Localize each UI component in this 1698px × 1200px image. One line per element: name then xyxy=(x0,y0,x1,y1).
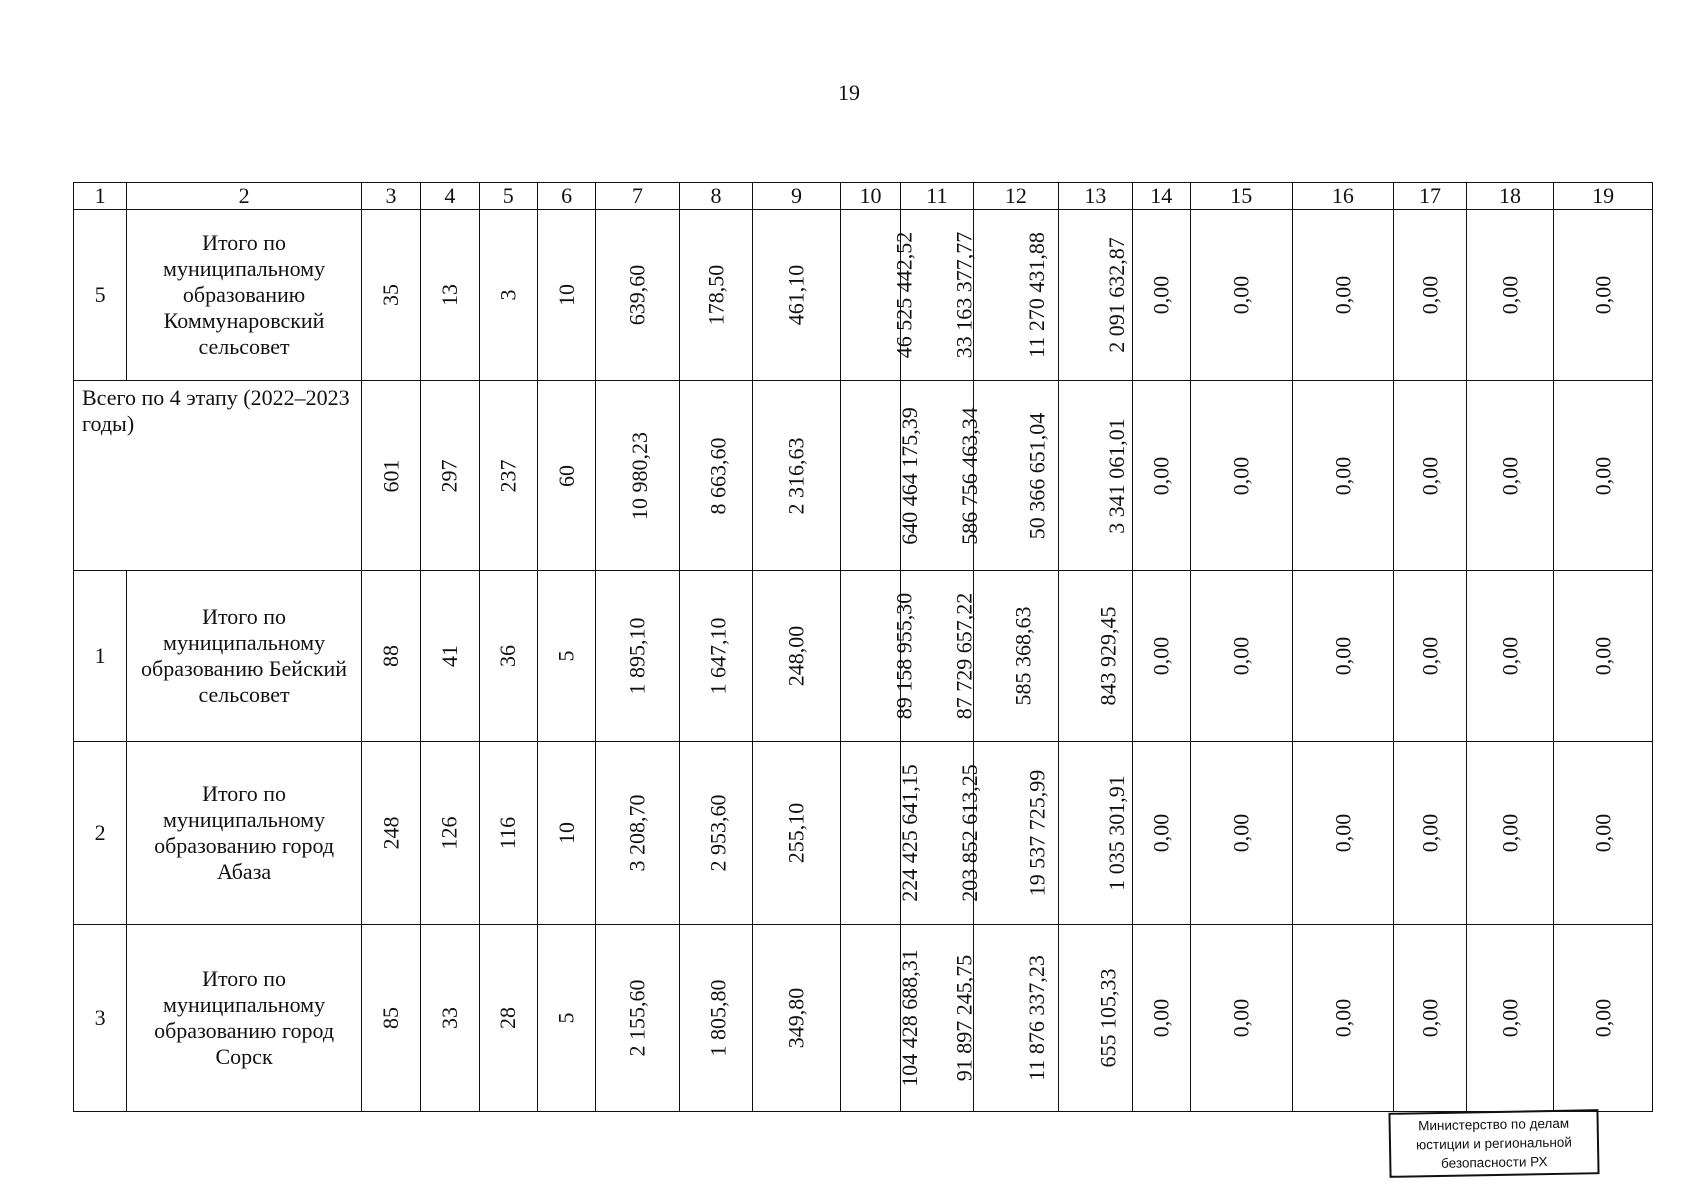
value-cell xyxy=(1292,925,1394,1112)
cell-value: 639,60 xyxy=(624,264,650,326)
column-header: 17 xyxy=(1394,183,1466,210)
column-header: 18 xyxy=(1466,183,1554,210)
value-cell xyxy=(361,571,420,742)
cell-value: 1 647,10 xyxy=(705,617,731,695)
cell-value: 33 xyxy=(436,1007,462,1029)
value-cell xyxy=(1059,381,1132,571)
value-cell xyxy=(1190,210,1292,381)
value-cell xyxy=(421,571,479,742)
cell-value: 349,80 xyxy=(783,987,809,1049)
value-cell xyxy=(753,381,841,571)
column-header: 13 xyxy=(1059,183,1132,210)
cell-value: 0,00 xyxy=(1228,456,1254,495)
row-number: 5 xyxy=(74,210,127,381)
cell-value: 0,00 xyxy=(1228,813,1254,853)
ministry-stamp xyxy=(1388,1109,1599,1178)
cell-value: 224 425 641,15 xyxy=(896,764,922,902)
column-header: 9 xyxy=(753,183,841,210)
cell-value: 461,10 xyxy=(783,264,809,326)
column-header: 6 xyxy=(537,183,595,210)
cell-value: 116 xyxy=(495,816,521,850)
cell-value: 60 xyxy=(553,464,579,487)
cell-value: 41 xyxy=(436,645,462,667)
cell-value: 89 158 955,30 xyxy=(891,592,917,720)
cell-value: 178,50 xyxy=(703,264,728,326)
row-number: 2 xyxy=(74,742,127,925)
value-cell xyxy=(1292,742,1394,925)
value-cell xyxy=(1466,742,1554,925)
value-cell xyxy=(537,210,595,381)
value-cell xyxy=(361,742,420,925)
cell-value: 0,00 xyxy=(1416,813,1442,853)
value-cell xyxy=(1190,925,1292,1112)
cell-value: 0,00 xyxy=(1228,636,1254,676)
table-row xyxy=(74,925,1653,1112)
value-cell xyxy=(1190,571,1292,742)
cell-value: 2 316,63 xyxy=(783,437,809,514)
cell-value: 0,00 xyxy=(1496,998,1522,1038)
value-cell xyxy=(973,210,1059,381)
row-name: Всего по 4 этапу (2022–2023 годы) xyxy=(74,381,362,571)
column-header: 11 xyxy=(901,183,973,210)
cell-value: 0,00 xyxy=(1590,636,1616,676)
cell-value: 585 368,63 xyxy=(1010,606,1036,706)
cell-value: 0,00 xyxy=(1329,998,1355,1038)
cell-value: 0,00 xyxy=(1329,275,1355,315)
cell-value: 33 163 377,77 xyxy=(951,231,977,359)
cell-value: 88 xyxy=(378,645,403,667)
value-cell xyxy=(1292,381,1394,571)
value-cell xyxy=(840,742,922,925)
cell-value: 0,00 xyxy=(1329,456,1355,495)
cell-value: 5 xyxy=(553,1012,579,1024)
value-cell xyxy=(973,742,1059,925)
value-cell xyxy=(679,210,752,381)
cell-value: 11 876 337,23 xyxy=(1023,955,1049,1081)
cell-value: 1 035 301,91 xyxy=(1103,775,1129,891)
cell-value: 0,00 xyxy=(1148,636,1174,676)
value-cell xyxy=(361,381,420,571)
page-number: 19 xyxy=(838,80,860,105)
column-header: 2 xyxy=(127,183,361,210)
cell-value: 0,00 xyxy=(1148,813,1174,853)
value-cell xyxy=(1292,571,1394,742)
value-cell xyxy=(1059,925,1132,1112)
column-header: 8 xyxy=(679,183,752,210)
value-cell xyxy=(1394,742,1466,925)
value-cell xyxy=(596,210,680,381)
cell-value: 36 xyxy=(495,645,521,667)
value-cell xyxy=(421,210,479,381)
stamp-line: юстиции и региональной xyxy=(1415,1134,1573,1153)
column-header: 10 xyxy=(840,183,900,210)
value-cell xyxy=(1394,925,1466,1112)
column-header: 15 xyxy=(1190,183,1292,210)
row-name: Итого по муниципальному образованию Бейский сельсовет xyxy=(127,571,361,742)
stamp-line: безопасности РХ xyxy=(1440,1154,1548,1171)
cell-value: 248 xyxy=(378,816,403,850)
cell-value: 0,00 xyxy=(1416,456,1442,495)
cell-value: 10 xyxy=(553,284,579,306)
cell-value: 5 xyxy=(553,650,579,662)
cell-value: 0,00 xyxy=(1590,275,1616,315)
cell-value: 0,00 xyxy=(1148,998,1174,1038)
cell-value: 0,00 xyxy=(1590,456,1616,495)
column-header: 5 xyxy=(479,183,537,210)
cell-value: 91 897 245,75 xyxy=(951,954,977,1082)
cell-value: 10 xyxy=(553,822,579,844)
column-header: 19 xyxy=(1554,183,1653,210)
value-cell xyxy=(679,381,752,571)
cell-value: 1 805,80 xyxy=(705,979,731,1057)
cell-value: 2 155,60 xyxy=(624,979,650,1057)
value-cell xyxy=(1190,381,1292,571)
value-cell xyxy=(1554,742,1653,925)
cell-value: 19 537 725,99 xyxy=(1023,769,1049,897)
value-cell xyxy=(679,571,752,742)
value-cell xyxy=(361,210,420,381)
row-name: Итого по муниципальному образованию Коммунаровский сельсовет xyxy=(127,210,361,381)
cell-value: 126 xyxy=(436,816,462,850)
row-name: Итого по муниципальному образованию город Абаза xyxy=(127,742,361,925)
header-row xyxy=(74,183,1653,210)
value-cell xyxy=(596,381,680,571)
value-cell xyxy=(537,571,595,742)
value-cell xyxy=(1554,381,1653,571)
cell-value: 104 428 688,31 xyxy=(896,949,922,1087)
cell-value: 0,00 xyxy=(1590,813,1616,853)
cell-value: 843 929,45 xyxy=(1095,606,1121,706)
value-cell xyxy=(753,742,841,925)
value-cell xyxy=(479,571,537,742)
cell-value: 50 366 651,04 xyxy=(1023,412,1049,539)
value-cell xyxy=(1554,571,1653,742)
value-cell xyxy=(596,742,680,925)
table-row xyxy=(74,742,1653,925)
cell-value: 203 852 613,25 xyxy=(956,764,982,902)
cell-value: 0,00 xyxy=(1329,813,1355,853)
cell-value: 2 953,60 xyxy=(705,794,731,872)
cell-value: 0,00 xyxy=(1496,456,1522,495)
column-header: 7 xyxy=(596,183,680,210)
cell-value: 655 105,33 xyxy=(1095,968,1121,1068)
cell-value: 85 xyxy=(378,1007,403,1029)
cell-value: 1 895,10 xyxy=(624,617,650,695)
cell-value: 0,00 xyxy=(1416,636,1442,676)
value-cell xyxy=(1132,571,1190,742)
table-row xyxy=(74,571,1653,742)
cell-value: 13 xyxy=(436,284,462,306)
cell-value: 10 980,23 xyxy=(627,431,653,520)
value-cell xyxy=(1394,571,1466,742)
cell-value: 0,00 xyxy=(1228,275,1254,315)
value-cell xyxy=(1132,210,1190,381)
value-cell xyxy=(840,381,922,571)
value-cell xyxy=(753,925,841,1112)
value-cell xyxy=(421,742,479,925)
cell-value: 0,00 xyxy=(1590,998,1616,1038)
value-cell xyxy=(537,742,595,925)
cell-value: 255,10 xyxy=(783,802,809,864)
value-cell xyxy=(421,925,479,1112)
value-cell xyxy=(1059,210,1132,381)
cell-value: 0,00 xyxy=(1496,636,1522,676)
column-header: 1 xyxy=(74,183,127,210)
value-cell xyxy=(753,571,841,742)
value-cell xyxy=(1394,381,1466,571)
value-cell xyxy=(596,925,680,1112)
cell-value: 0,00 xyxy=(1148,275,1174,315)
cell-value: 11 270 431,88 xyxy=(1023,232,1049,358)
cell-value: 586 756 463,34 xyxy=(956,406,982,545)
table-row xyxy=(74,381,1653,571)
cell-value: 248,00 xyxy=(783,625,809,687)
value-cell xyxy=(1466,210,1554,381)
value-cell xyxy=(479,925,537,1112)
column-header: 3 xyxy=(361,183,420,210)
column-header: 12 xyxy=(973,183,1059,210)
cell-value: 640 464 175,39 xyxy=(896,406,922,545)
cell-value: 8 663,60 xyxy=(705,437,731,514)
value-cell xyxy=(537,925,595,1112)
cell-value: 28 xyxy=(495,1007,521,1029)
value-cell xyxy=(753,210,841,381)
row-number: 1 xyxy=(74,571,127,742)
cell-value: 0,00 xyxy=(1416,998,1442,1038)
value-cell xyxy=(679,742,752,925)
stamp-line: Министерство по делам xyxy=(1418,1115,1570,1134)
column-header: 14 xyxy=(1132,183,1190,210)
value-cell xyxy=(1554,210,1653,381)
cell-value: 0,00 xyxy=(1148,456,1174,495)
value-cell xyxy=(973,925,1059,1112)
value-cell xyxy=(361,925,420,1112)
cell-value: 3 341 061,01 xyxy=(1103,417,1129,534)
cell-value: 46 525 442,52 xyxy=(891,231,917,359)
value-cell xyxy=(840,210,917,381)
value-cell xyxy=(973,571,1059,742)
value-cell xyxy=(840,571,917,742)
value-cell xyxy=(1132,742,1190,925)
value-cell xyxy=(1292,210,1394,381)
value-cell xyxy=(479,381,537,571)
table-row xyxy=(74,210,1653,381)
value-cell xyxy=(1554,925,1653,1112)
row-name: Итого по муниципальному образованию город Сорск xyxy=(127,925,361,1112)
value-cell xyxy=(1190,742,1292,925)
data-table xyxy=(73,182,1653,1112)
cell-value: 0,00 xyxy=(1329,636,1355,676)
value-cell xyxy=(479,742,537,925)
value-cell xyxy=(1132,925,1190,1112)
cell-value: 35 xyxy=(378,284,403,306)
value-cell xyxy=(679,925,752,1112)
value-cell xyxy=(840,925,922,1112)
value-cell xyxy=(973,381,1059,571)
cell-value: 87 729 657,22 xyxy=(951,592,977,720)
cell-value: 0,00 xyxy=(1496,813,1522,853)
value-cell xyxy=(1466,571,1554,742)
value-cell xyxy=(1132,381,1190,571)
value-cell xyxy=(479,210,537,381)
cell-value: 0,00 xyxy=(1228,998,1254,1038)
cell-value: 3 xyxy=(495,289,521,301)
value-cell xyxy=(421,381,479,571)
cell-value: 3 208,70 xyxy=(624,794,650,872)
cell-value: 237 xyxy=(495,459,521,492)
column-header: 4 xyxy=(421,183,479,210)
cell-value: 297 xyxy=(436,459,462,492)
cell-value: 0,00 xyxy=(1496,275,1522,315)
value-cell xyxy=(537,381,595,571)
value-cell xyxy=(1059,742,1132,925)
value-cell xyxy=(596,571,680,742)
value-cell xyxy=(1466,925,1554,1112)
cell-value: 0,00 xyxy=(1416,275,1442,315)
cell-value: 601 xyxy=(378,459,403,492)
row-number: 3 xyxy=(74,925,127,1112)
value-cell xyxy=(1059,571,1132,742)
value-cell xyxy=(1394,210,1466,381)
cell-value: 2 091 632,87 xyxy=(1103,237,1129,353)
value-cell xyxy=(1466,381,1554,571)
column-header: 16 xyxy=(1292,183,1394,210)
